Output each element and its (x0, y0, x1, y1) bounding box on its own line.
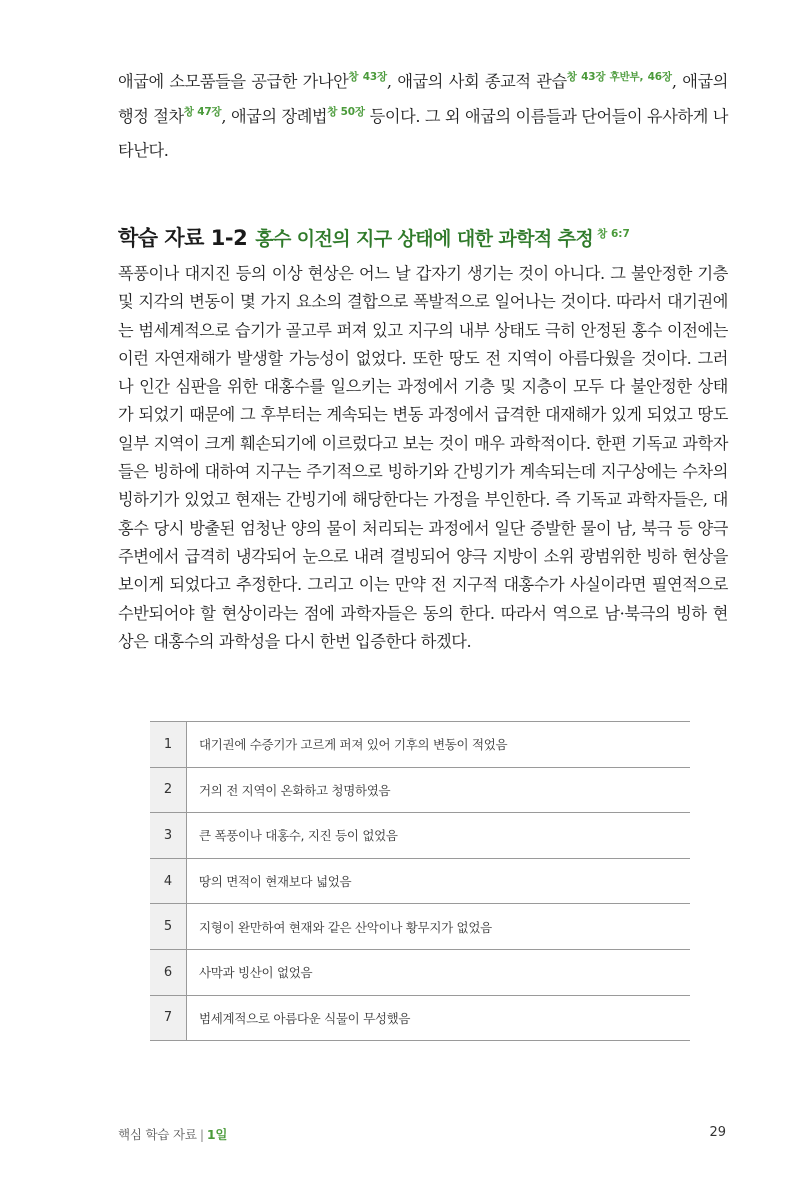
row-number: 5 (150, 904, 187, 949)
row-text: 사막과 빙산이 없었음 (199, 965, 313, 981)
table-row (150, 996, 690, 1042)
page-number: 29 (709, 1125, 726, 1140)
row-number: 1 (150, 722, 187, 767)
table-row (150, 859, 690, 905)
section-heading (118, 222, 738, 252)
intro-text: , 애굽의 행정 절차 (118, 72, 728, 126)
row-number: 4 (150, 859, 187, 904)
row-text: 땅의 면적이 현재보다 넓었음 (199, 874, 352, 890)
row-text: 큰 폭풍이나 대홍수, 지진 등이 없었음 (199, 828, 398, 844)
footer-day: 1일 (206, 1127, 228, 1142)
row-text: 지형이 완만하여 현재와 같은 산악이나 황무지가 없었음 (199, 919, 492, 935)
section-title: 홍수 이전의 지구 상태에 대한 과학적 추정 (255, 228, 594, 250)
page-footer (118, 1125, 227, 1143)
section-label: 학습 자료 1-2 (118, 226, 248, 250)
row-number: 7 (150, 996, 187, 1041)
table-row (150, 768, 690, 814)
intro-paragraph (118, 66, 728, 167)
scripture-ref: 창 43장 후반부, 46장 (566, 71, 672, 83)
body-paragraph: 폭풍이나 대지진 등의 이상 현상은 어느 날 갑자기 생기는 것이 아니다. 그 불안정한 기층 및 지각의 변동이 몇 가지 요소의 결합으로 폭발적으로 일어나는 것이다. 따라서 대기권에는 범세계적으로 습기가 골고루 퍼져 있고 지구의 내부 상태도 극히 안정된 홍수 이전에는 이런 자연재해가 발생할 가능성이 없었다. 또한 땅도 전 지역이 아름다웠을 것이다. 그러나 인간 심판을 위한 대홍수를 일으키는 과정에서 기층 및 지층이 모두 다 불안정한 상태가 되었기 때문에 그 후부터는 계속되는 변동 과정에서 급격한 대재해가 있게 되었고 땅도 일부 지역이 크게 훼손되기에 이르렀다고 보는 것이 매우 과학적이다. 한편 기독교 과학자들은 빙하에 대하여 지구는 주기적으로 빙하기와 간빙기가 계속되는데 지구상에는 수차의 빙하기가 있었고 현재는 간빙기에 해당한다는 가정을 부인한다. 즉 기독교 과학자들은, 대홍수 당시 방출된 엄청난 양의 물이 처리되는 과정에서 일단 증발한 물이 남, 북극 등 양극 주변에서 급격히 냉각되어 눈으로 내려 결빙되어 양극 지방이 소위 광범위한 빙하 현상을 보이게 되었다고 추정한다. 그리고 이는 만약 전 지구적 대홍수가 사실이라면 필연적으로 수반되어야 할 현상이라는 점에 과학자들은 동의 한다. 따라서 역으로 남·북극의 빙하 현상은 대홍수의 과학성을 다시 한번 입증한다 하겠다. (118, 264, 728, 651)
row-text: 대기권에 수증기가 고르게 퍼져 있어 기후의 변동이 적었음 (199, 737, 508, 753)
table-row (150, 904, 690, 950)
intro-text: 애굽에 소모품들을 공급한 가나안 (118, 72, 349, 91)
table-row (150, 722, 690, 768)
footer-section-title: 핵심 학습 자료 (118, 1127, 197, 1142)
row-number: 3 (150, 813, 187, 858)
scripture-ref: 창 43장 (348, 71, 387, 83)
row-text: 범세계적으로 아름다운 식물이 무성했음 (199, 1010, 411, 1026)
intro-text: , 애굽의 장례법 (221, 106, 328, 126)
section-scripture-ref: 창 6:7 (597, 228, 630, 240)
scripture-ref: 창 50장 (327, 105, 365, 118)
row-number: 2 (150, 768, 187, 813)
intro-text: 등이다. 그 외 애굽의 이름들과 단어들이 유사하게 나타난다. (118, 106, 728, 160)
table-row (150, 950, 690, 996)
row-text: 거의 전 지역이 온화하고 청명하였음 (199, 782, 391, 798)
footer-separator: | (199, 1127, 204, 1142)
intro-text: , 애굽의 사회 종교적 관습 (386, 72, 567, 91)
row-number: 6 (150, 950, 187, 995)
table-row (150, 813, 690, 859)
scripture-ref: 창 47장 (183, 105, 222, 118)
conditions-table (150, 721, 690, 1041)
